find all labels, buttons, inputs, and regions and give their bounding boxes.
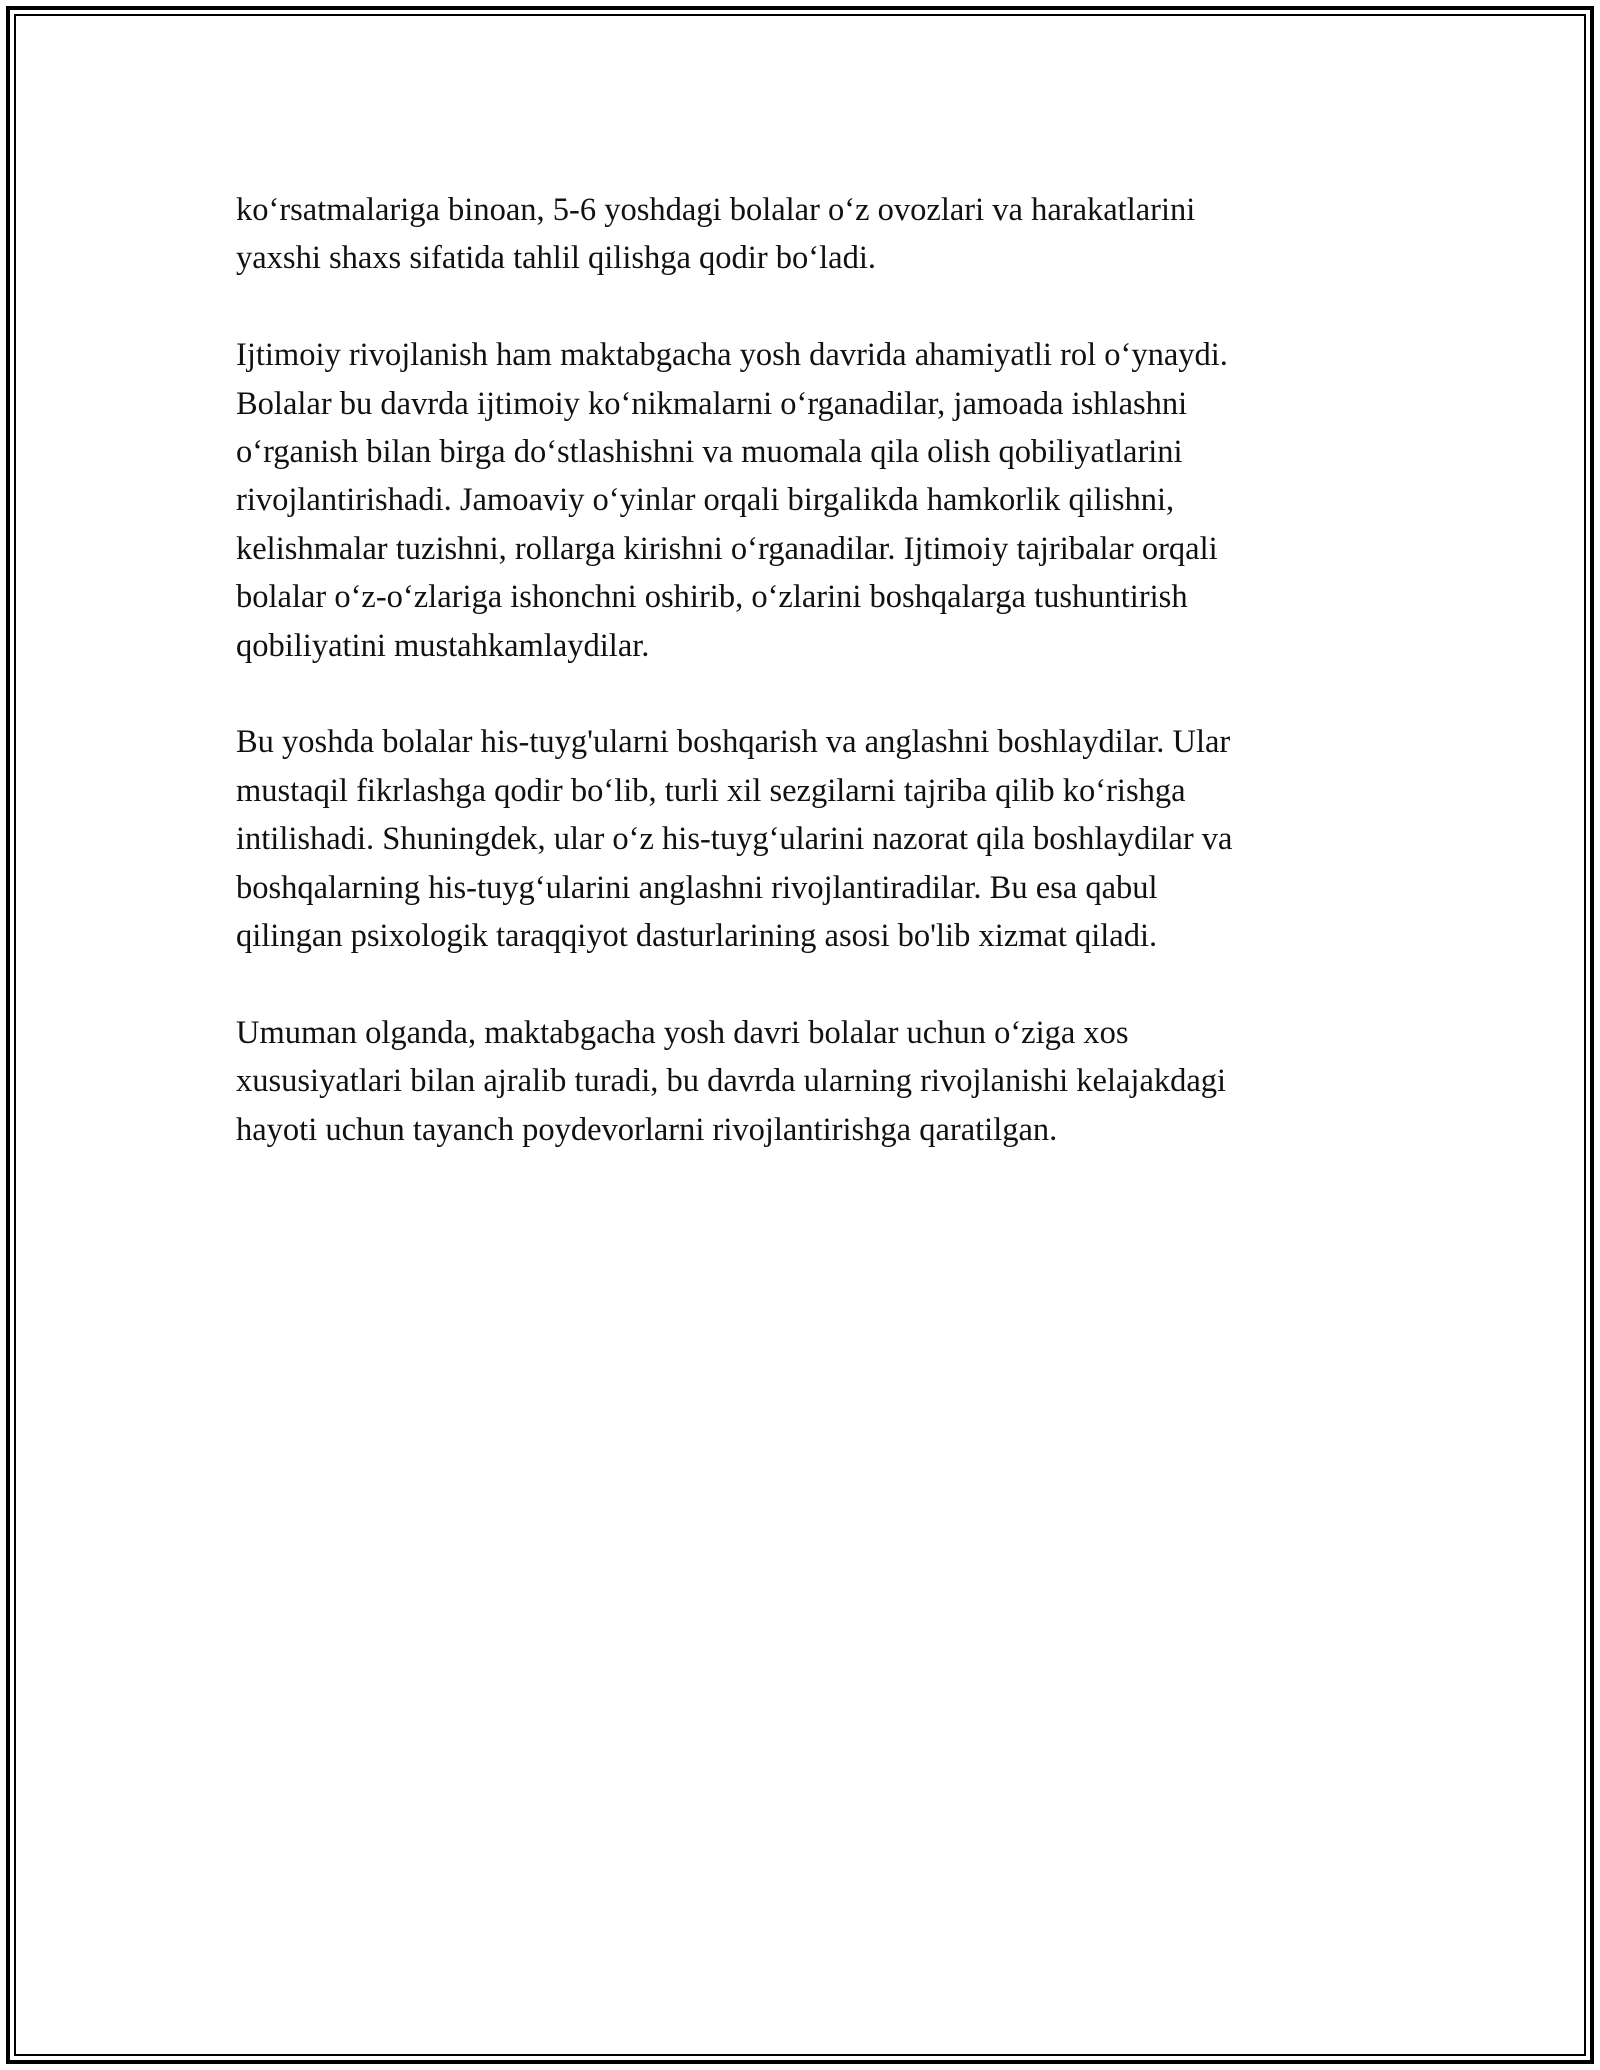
paragraph-3: Bu yoshda bolalar his-tuyg'ularni boshqarish va anglashni boshlaydilar. Ular mustaqil fikrlashga qodir bo‘lib, turli xil sezgilarni tajriba qilib ko‘rishga intilishadi. Shuningdek, ular o‘z his-tuyg‘ularini nazorat qila boshlaydilar va boshqalarning his-tuyg‘ularini anglashni rivojlantiradilar. Bu esa qabul qilingan psixologik taraqqiyot dasturlarining asosi bo'lib xizmat qiladi. <box>236 724 1233 955</box>
paragraph-1: ko‘rsatmalariga binoan, 5-6 yoshdagi bolalar o‘z ovozlari va harakatlarini yaxshi shaxs sifatida tahlil qilishga qodir bo‘ladi. <box>236 192 1196 277</box>
paragraph-2: Ijtimoiy rivojlanish ham maktabgacha yosh davrida ahamiyatli rol o‘ynaydi. Bolalar bu davrda ijtimoiy ko‘nikmalarni o‘rganadilar, jamoada ishlashni o‘rganish bilan birga do‘stlashishni va muomala qila olish qobiliyatlarini rivojlantirishadi. Jamoaviy o‘yinlar orqali birgalikda hamkorlik qilishni, kelishmalar tuzishni, rollarga kirishni o‘rganadilar. Ijtimoiy tajribalar orqali bolalar o‘z-o‘zlariga ishonchni oshirib, o‘zlarini boshqalarga tushuntirish qobiliyatini mustahkamlaydilar. <box>236 337 1228 664</box>
document-body <box>236 186 1376 1202</box>
paragraph-4: Umuman olganda, maktabgacha yosh davri bolalar uchun o‘ziga xos xususiyatlari bilan ajralib turadi, bu davrda ularning rivojlanishi kelajakdagi hayoti uchun tayanch poydevorlarni rivojlantirishga qaratilgan. <box>236 1014 1227 1148</box>
